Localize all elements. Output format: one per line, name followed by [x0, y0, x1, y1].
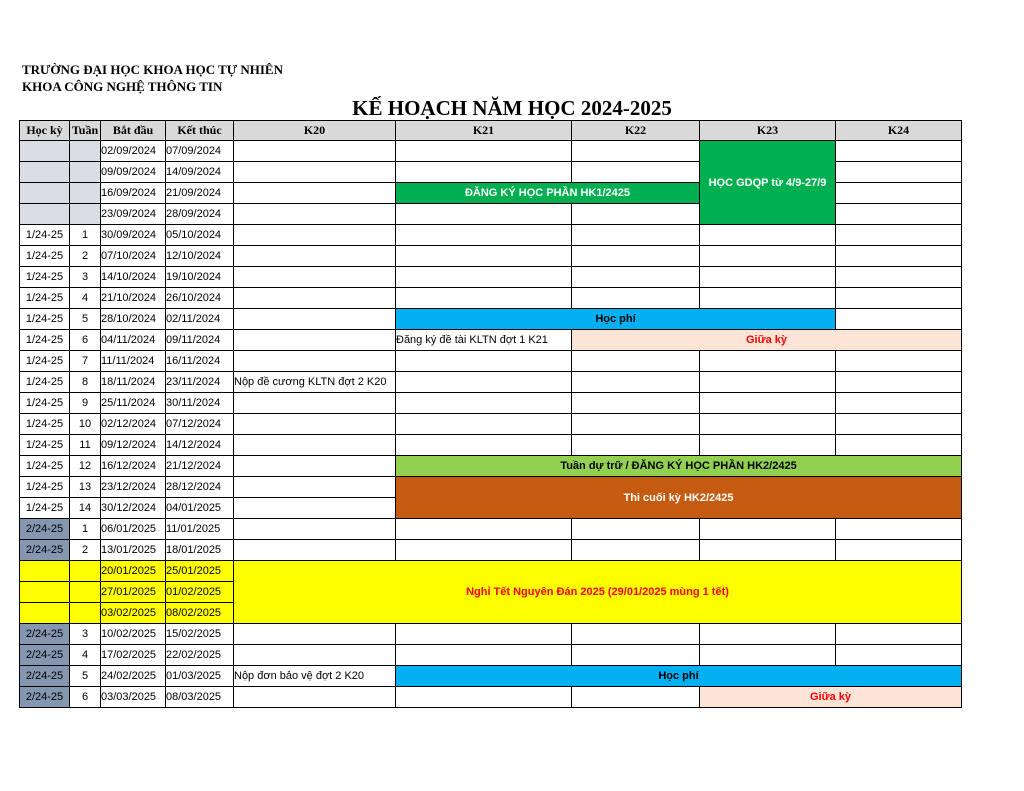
semester-cell	[20, 603, 70, 624]
k21-cell	[396, 267, 572, 288]
semester-cell: 1/24-25	[20, 309, 70, 330]
end-date-cell: 11/01/2025	[166, 519, 234, 540]
k24-cell	[836, 309, 962, 330]
k22-cell	[572, 204, 700, 225]
start-date-cell: 09/09/2024	[101, 162, 166, 183]
semester-cell	[20, 183, 70, 204]
start-date-cell: 03/02/2025	[101, 603, 166, 624]
k21-cell	[396, 687, 572, 708]
end-date-cell: 28/12/2024	[166, 477, 234, 498]
k22-cell	[572, 225, 700, 246]
week-cell: 2	[70, 246, 101, 267]
week-cell: 5	[70, 309, 101, 330]
end-date-cell: 15/02/2025	[166, 624, 234, 645]
table-row	[20, 477, 962, 498]
end-date-cell: 16/11/2024	[166, 351, 234, 372]
end-date-cell: 01/03/2025	[166, 666, 234, 687]
table-row	[20, 561, 962, 582]
start-date-cell: 06/01/2025	[101, 519, 166, 540]
k22-cell	[572, 645, 700, 666]
k23-cell	[700, 540, 836, 561]
week-cell	[70, 582, 101, 603]
end-date-cell: 04/01/2025	[166, 498, 234, 519]
start-date-cell: 23/12/2024	[101, 477, 166, 498]
start-date-cell: 28/10/2024	[101, 309, 166, 330]
event-giua-ky-hk2: Giữa kỳ	[700, 687, 962, 708]
col-header-semester: Học kỳ	[20, 121, 70, 141]
week-cell: 4	[70, 288, 101, 309]
end-date-cell: 14/09/2024	[166, 162, 234, 183]
k21-cell	[396, 414, 572, 435]
week-cell: 14	[70, 498, 101, 519]
header-row	[20, 121, 962, 141]
k22-cell	[572, 435, 700, 456]
start-date-cell: 13/01/2025	[101, 540, 166, 561]
k22-cell	[572, 288, 700, 309]
k24-cell	[836, 519, 962, 540]
k20-cell	[234, 267, 396, 288]
col-header-start: Bắt đầu	[101, 121, 166, 141]
start-date-cell: 30/12/2024	[101, 498, 166, 519]
start-date-cell: 10/02/2025	[101, 624, 166, 645]
k24-cell	[836, 624, 962, 645]
semester-cell	[20, 162, 70, 183]
table-row	[20, 309, 962, 330]
k20-cell	[234, 183, 396, 204]
k22-cell	[572, 414, 700, 435]
k22-cell	[572, 351, 700, 372]
end-date-cell: 19/10/2024	[166, 267, 234, 288]
k22-cell	[572, 624, 700, 645]
end-date-cell: 05/10/2024	[166, 225, 234, 246]
k20-cell	[234, 225, 396, 246]
end-date-cell: 23/11/2024	[166, 372, 234, 393]
end-date-cell: 30/11/2024	[166, 393, 234, 414]
table-row	[20, 330, 962, 351]
table-row	[20, 666, 962, 687]
week-cell	[70, 561, 101, 582]
k24-cell	[836, 414, 962, 435]
col-header-end: Kết thúc	[166, 121, 234, 141]
semester-cell: 1/24-25	[20, 225, 70, 246]
end-date-cell: 08/02/2025	[166, 603, 234, 624]
k21-cell	[396, 645, 572, 666]
semester-cell: 2/24-25	[20, 624, 70, 645]
k20-cell	[234, 393, 396, 414]
k22-cell	[572, 162, 700, 183]
week-cell	[70, 162, 101, 183]
semester-cell: 2/24-25	[20, 540, 70, 561]
academic-plan-table	[19, 120, 962, 708]
table-row	[20, 246, 962, 267]
start-date-cell: 23/09/2024	[101, 204, 166, 225]
k23-cell	[700, 624, 836, 645]
semester-cell: 1/24-25	[20, 246, 70, 267]
start-date-cell: 18/11/2024	[101, 372, 166, 393]
event-hoc-phi-hk1: Học phí	[396, 309, 836, 330]
k23-cell	[700, 519, 836, 540]
k24-cell	[836, 288, 962, 309]
end-date-cell: 25/01/2025	[166, 561, 234, 582]
k21-cell	[396, 519, 572, 540]
semester-cell: 1/24-25	[20, 477, 70, 498]
k20-cell	[234, 540, 396, 561]
week-cell: 11	[70, 435, 101, 456]
start-date-cell: 02/09/2024	[101, 141, 166, 162]
start-date-cell: 04/11/2024	[101, 330, 166, 351]
semester-cell	[20, 204, 70, 225]
table-row	[20, 414, 962, 435]
week-cell: 12	[70, 456, 101, 477]
start-date-cell: 17/02/2025	[101, 645, 166, 666]
table-row	[20, 435, 962, 456]
week-cell	[70, 183, 101, 204]
week-cell: 8	[70, 372, 101, 393]
table-row	[20, 225, 962, 246]
end-date-cell: 07/09/2024	[166, 141, 234, 162]
event-giua-ky-hk1: Giữa kỳ	[572, 330, 962, 351]
school-name: TRƯỜNG ĐẠI HỌC KHOA HỌC TỰ NHIÊN	[22, 62, 283, 77]
week-cell	[70, 603, 101, 624]
col-header-k22: K22	[572, 121, 700, 141]
table-row	[20, 288, 962, 309]
table-row	[20, 645, 962, 666]
event-tuan-du-tru: Tuần dự trữ / ĐĂNG KÝ HỌC PHẦN HK2/2425	[396, 456, 962, 477]
start-date-cell: 11/11/2024	[101, 351, 166, 372]
event-dkhp-hk1: ĐĂNG KÝ HỌC PHẦN HK1/2425	[396, 183, 700, 204]
k21-cell	[396, 246, 572, 267]
k24-cell	[836, 141, 962, 162]
k20-cell	[234, 246, 396, 267]
semester-cell: 2/24-25	[20, 687, 70, 708]
week-cell: 3	[70, 624, 101, 645]
k21-cell	[396, 141, 572, 162]
week-cell: 9	[70, 393, 101, 414]
k24-cell	[836, 225, 962, 246]
k24-cell	[836, 162, 962, 183]
start-date-cell: 30/09/2024	[101, 225, 166, 246]
start-date-cell: 27/01/2025	[101, 582, 166, 603]
k23-cell	[700, 372, 836, 393]
semester-cell: 1/24-25	[20, 372, 70, 393]
week-cell: 6	[70, 330, 101, 351]
k22-cell	[572, 540, 700, 561]
end-date-cell: 01/02/2025	[166, 582, 234, 603]
end-date-cell: 21/12/2024	[166, 456, 234, 477]
week-cell: 7	[70, 351, 101, 372]
k20-cell	[234, 456, 396, 477]
week-cell: 3	[70, 267, 101, 288]
week-cell: 1	[70, 519, 101, 540]
start-date-cell: 03/03/2025	[101, 687, 166, 708]
semester-cell	[20, 561, 70, 582]
week-cell: 13	[70, 477, 101, 498]
faculty-name: KHOA CÔNG NGHỆ THÔNG TIN	[22, 79, 223, 94]
k20-cell	[234, 288, 396, 309]
col-header-k20: K20	[234, 121, 396, 141]
semester-cell: 1/24-25	[20, 498, 70, 519]
start-date-cell: 14/10/2024	[101, 267, 166, 288]
k21-cell	[396, 204, 572, 225]
event-thi-cuoi-ky: Thi cuối kỳ HK2/2425	[396, 477, 962, 519]
k24-cell	[836, 351, 962, 372]
k20-cell	[234, 435, 396, 456]
start-date-cell: 16/12/2024	[101, 456, 166, 477]
k23-cell	[700, 225, 836, 246]
event-nop-don-bao-ve: Nộp đơn bảo vệ đợt 2 K20	[234, 666, 396, 687]
k24-cell	[836, 267, 962, 288]
week-cell: 10	[70, 414, 101, 435]
start-date-cell: 20/01/2025	[101, 561, 166, 582]
k20-cell	[234, 141, 396, 162]
week-cell	[70, 141, 101, 162]
start-date-cell: 25/11/2024	[101, 393, 166, 414]
col-header-k21: K21	[396, 121, 572, 141]
end-date-cell: 26/10/2024	[166, 288, 234, 309]
col-header-week: Tuần	[70, 121, 101, 141]
k20-cell	[234, 624, 396, 645]
k24-cell	[836, 393, 962, 414]
k23-cell	[700, 288, 836, 309]
table-row	[20, 141, 962, 162]
table-row	[20, 456, 962, 477]
k21-cell	[396, 372, 572, 393]
k22-cell	[572, 141, 700, 162]
k23-cell	[700, 351, 836, 372]
k20-cell	[234, 351, 396, 372]
k20-cell	[234, 414, 396, 435]
k21-cell	[396, 435, 572, 456]
semester-cell: 1/24-25	[20, 414, 70, 435]
k22-cell	[572, 687, 700, 708]
k22-cell	[572, 267, 700, 288]
event-nop-de-cuong-kltn: Nộp đề cương KLTN đợt 2 K20	[234, 372, 396, 393]
k21-cell	[396, 288, 572, 309]
k20-cell	[234, 498, 396, 519]
event-gdqp: HỌC GDQP từ 4/9-27/9	[700, 141, 836, 225]
k20-cell	[234, 645, 396, 666]
semester-cell: 2/24-25	[20, 645, 70, 666]
k23-cell	[700, 435, 836, 456]
start-date-cell: 16/09/2024	[101, 183, 166, 204]
end-date-cell: 08/03/2025	[166, 687, 234, 708]
k22-cell	[572, 372, 700, 393]
semester-cell	[20, 582, 70, 603]
event-dk-de-tai-kltn: Đăng ký đề tài KLTN đợt 1 K21	[396, 330, 572, 351]
table-row	[20, 540, 962, 561]
k22-cell	[572, 246, 700, 267]
start-date-cell: 21/10/2024	[101, 288, 166, 309]
week-cell	[70, 204, 101, 225]
table-row	[20, 687, 962, 708]
k20-cell	[234, 330, 396, 351]
end-date-cell: 18/01/2025	[166, 540, 234, 561]
k23-cell	[700, 393, 836, 414]
k20-cell	[234, 162, 396, 183]
k24-cell	[836, 183, 962, 204]
semester-cell: 2/24-25	[20, 666, 70, 687]
table-row	[20, 393, 962, 414]
semester-cell	[20, 141, 70, 162]
k21-cell	[396, 225, 572, 246]
k21-cell	[396, 351, 572, 372]
k23-cell	[700, 246, 836, 267]
end-date-cell: 28/09/2024	[166, 204, 234, 225]
k20-cell	[234, 477, 396, 498]
end-date-cell: 07/12/2024	[166, 414, 234, 435]
week-cell: 5	[70, 666, 101, 687]
k20-cell	[234, 519, 396, 540]
k24-cell	[836, 372, 962, 393]
k20-cell	[234, 309, 396, 330]
week-cell: 4	[70, 645, 101, 666]
start-date-cell: 02/12/2024	[101, 414, 166, 435]
k24-cell	[836, 540, 962, 561]
k23-cell	[700, 414, 836, 435]
end-date-cell: 12/10/2024	[166, 246, 234, 267]
col-header-k23: K23	[700, 121, 836, 141]
semester-cell: 1/24-25	[20, 351, 70, 372]
start-date-cell: 24/02/2025	[101, 666, 166, 687]
table-row	[20, 624, 962, 645]
k20-cell	[234, 204, 396, 225]
k23-cell	[700, 645, 836, 666]
k21-cell	[396, 393, 572, 414]
k22-cell	[572, 519, 700, 540]
table-row	[20, 372, 962, 393]
end-date-cell: 14/12/2024	[166, 435, 234, 456]
page-title: KẾ HOẠCH NĂM HỌC 2024-2025	[352, 96, 672, 120]
semester-cell: 1/24-25	[20, 393, 70, 414]
start-date-cell: 07/10/2024	[101, 246, 166, 267]
event-hoc-phi-hk2: Học phí	[396, 666, 962, 687]
semester-cell: 1/24-25	[20, 435, 70, 456]
k20-cell	[234, 687, 396, 708]
end-date-cell: 09/11/2024	[166, 330, 234, 351]
semester-cell: 1/24-25	[20, 456, 70, 477]
k24-cell	[836, 645, 962, 666]
week-cell: 1	[70, 225, 101, 246]
end-date-cell: 21/09/2024	[166, 183, 234, 204]
k21-cell	[396, 540, 572, 561]
semester-cell: 1/24-25	[20, 288, 70, 309]
k24-cell	[836, 204, 962, 225]
table-row	[20, 267, 962, 288]
k23-cell	[700, 267, 836, 288]
k21-cell	[396, 624, 572, 645]
event-nghi-tet: Nghỉ Tết Nguyên Đán 2025 (29/01/2025 mùng 1 tết)	[234, 561, 962, 624]
semester-cell: 2/24-25	[20, 519, 70, 540]
semester-cell: 1/24-25	[20, 267, 70, 288]
end-date-cell: 22/02/2025	[166, 645, 234, 666]
k21-cell	[396, 162, 572, 183]
table-row	[20, 351, 962, 372]
k24-cell	[836, 246, 962, 267]
week-cell: 2	[70, 540, 101, 561]
col-header-k24: K24	[836, 121, 962, 141]
start-date-cell: 09/12/2024	[101, 435, 166, 456]
semester-cell: 1/24-25	[20, 330, 70, 351]
table-row	[20, 519, 962, 540]
k24-cell	[836, 435, 962, 456]
k22-cell	[572, 393, 700, 414]
end-date-cell: 02/11/2024	[166, 309, 234, 330]
week-cell: 6	[70, 687, 101, 708]
